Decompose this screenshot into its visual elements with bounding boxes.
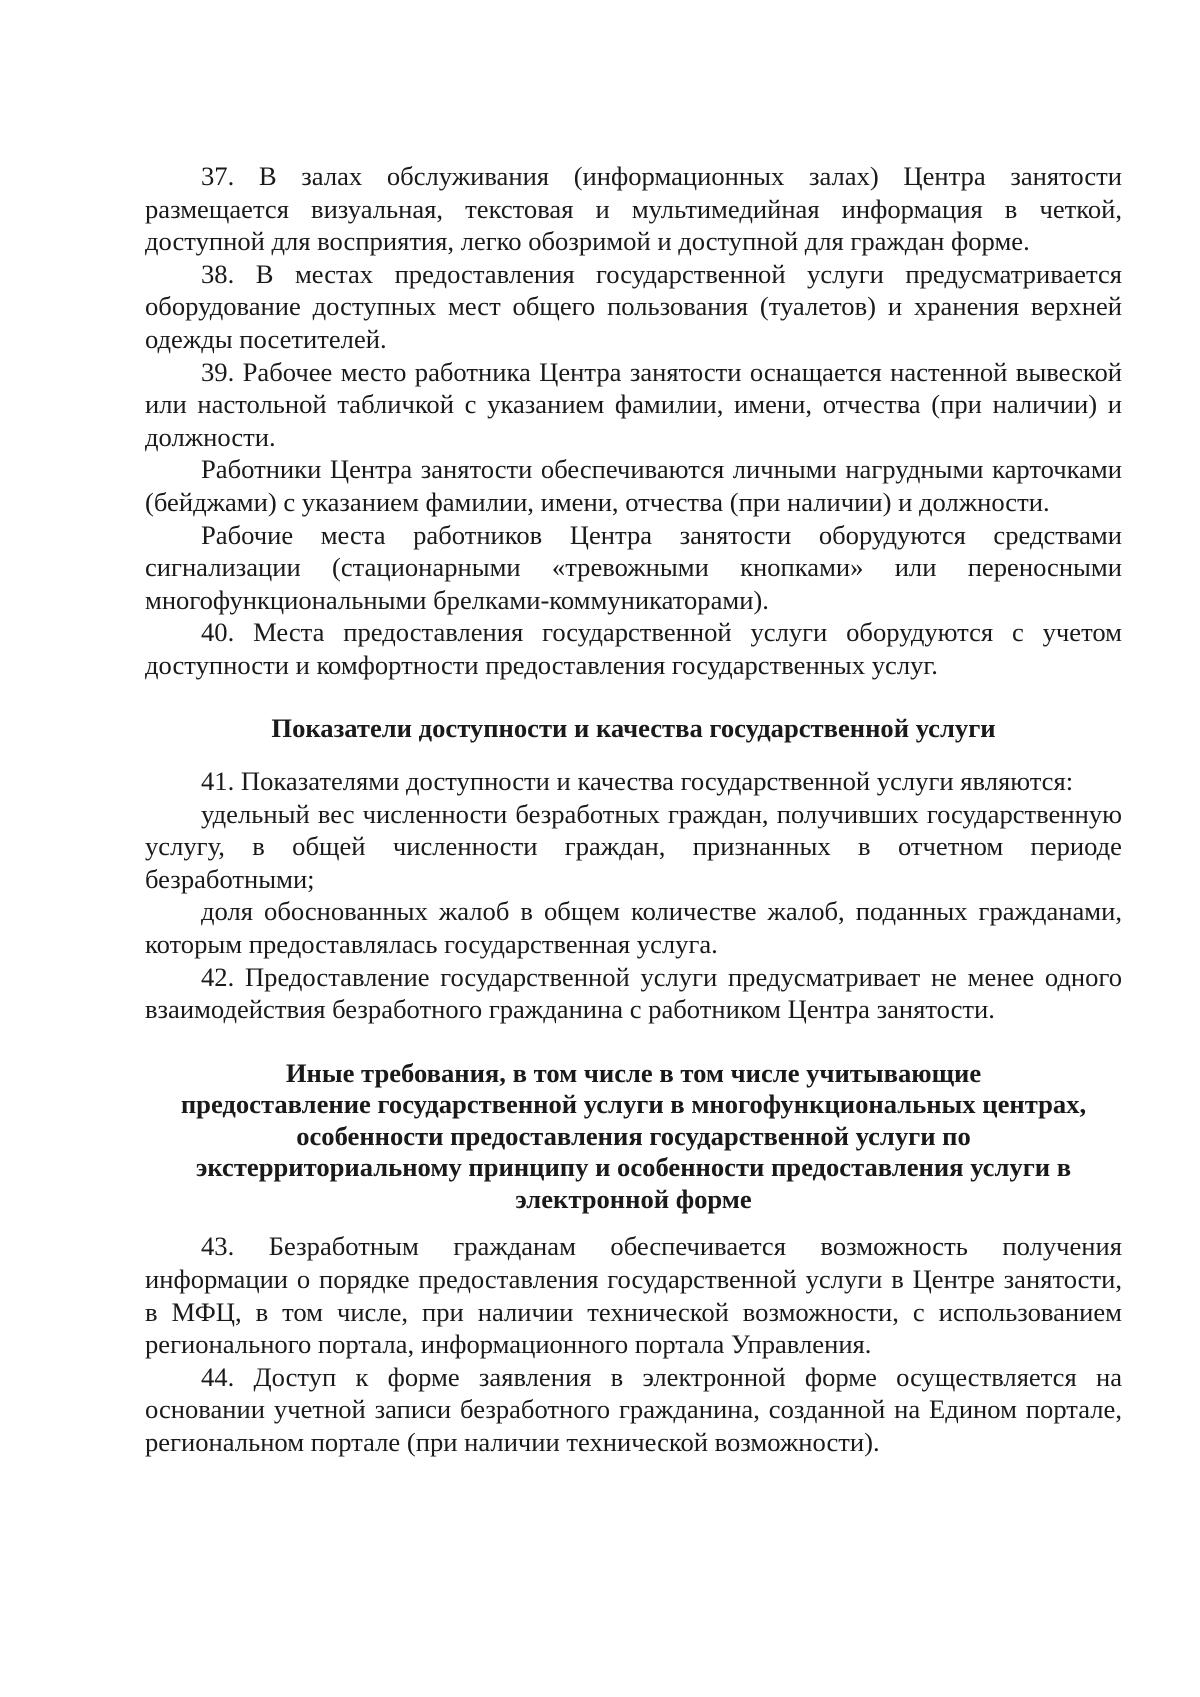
heading-line: особенности предоставления государственной услуги по xyxy=(296,1120,971,1151)
paragraph-42: 42. Предоставление государственной услуги предусматривает не менее одного взаимодействия безработного гражданина с работником Центра занятости. xyxy=(145,961,1122,1025)
paragraph-39-badges: Работники Центра занятости обеспечиваются личными нагрудными карточками (бейджами) с указанием фамилии, имени, отчества (при наличии) и должности. xyxy=(145,454,1122,517)
paragraph-41: 41. Показателями доступности и качества государственной услуги являются: xyxy=(201,766,1074,797)
paragraph-41-indicator-2: доля обоснованных жалоб в общем количестве жалоб, поданных гражданами, которым предоставлялась государственная услуга. xyxy=(145,896,1122,960)
paragraph-38: 38. В местах предоставления государственной услуги предусматривается оборудование доступных мест общего пользования (туалетов) и хранения верхней одежды посетителей. xyxy=(145,258,1122,354)
document-page xyxy=(145,160,1122,1459)
paragraph-44: 44. Доступ к форме заявления в электронной форме осуществляется на основании учетной записи безработного гражданина, созданной на Едином портале, региональном портале (при наличии технической возможности). xyxy=(145,1361,1122,1457)
paragraph-39: 39. Рабочее место работника Центра занятости оснащается настенной вывеской или настольной табличкой с указанием фамилии, имени, отчества (при наличии) и должности. xyxy=(145,356,1122,452)
paragraph-41-indicator-1: удельный вес численности безработных граждан, получивших государственную услугу, в общей численности граждан, признанных в отчетном периоде безработными; xyxy=(145,798,1122,894)
section-heading-other-requirements xyxy=(145,1058,1122,1216)
section-heading-accessibility: Показатели доступности и качества государственной услуги xyxy=(271,712,996,743)
heading-line: Иные требования, в том числе в том числе учитывающие xyxy=(285,1057,982,1088)
heading-line: экстерриториальному принципу и особенности предоставления услуги в xyxy=(195,1152,1072,1183)
paragraph-40: 40. Места предоставления государственной услуги оборудуются с учетом доступности и комфортности предоставления государственных услуг. xyxy=(145,617,1122,680)
paragraph-39-alarm: Рабочие места работников Центра занятости оборудуются средствами сигнализации (стационарными «тревожными кнопками» или переносными многофункциональными брелками-коммуникаторами). xyxy=(145,519,1122,615)
heading-line: электронной форме xyxy=(515,1183,752,1214)
heading-line: предоставление государственной услуги в многофункциональных центрах, xyxy=(180,1089,1087,1120)
paragraph-43: 43. Безработным гражданам обеспечивается возможность получения информации о порядке предоставления государственной услуги в Центре занятости, в МФЦ, в том числе, при наличии технической возможности, с использованием регионального портала, информационного портала Управления. xyxy=(145,1231,1122,1360)
paragraph-37: 37. В залах обслуживания (информационных залах) Центра занятости размещается визуальная, текстовая и мультимедийная информация в четкой, доступной для восприятия, легко обозримой и доступной для граждан форме. xyxy=(145,161,1122,257)
